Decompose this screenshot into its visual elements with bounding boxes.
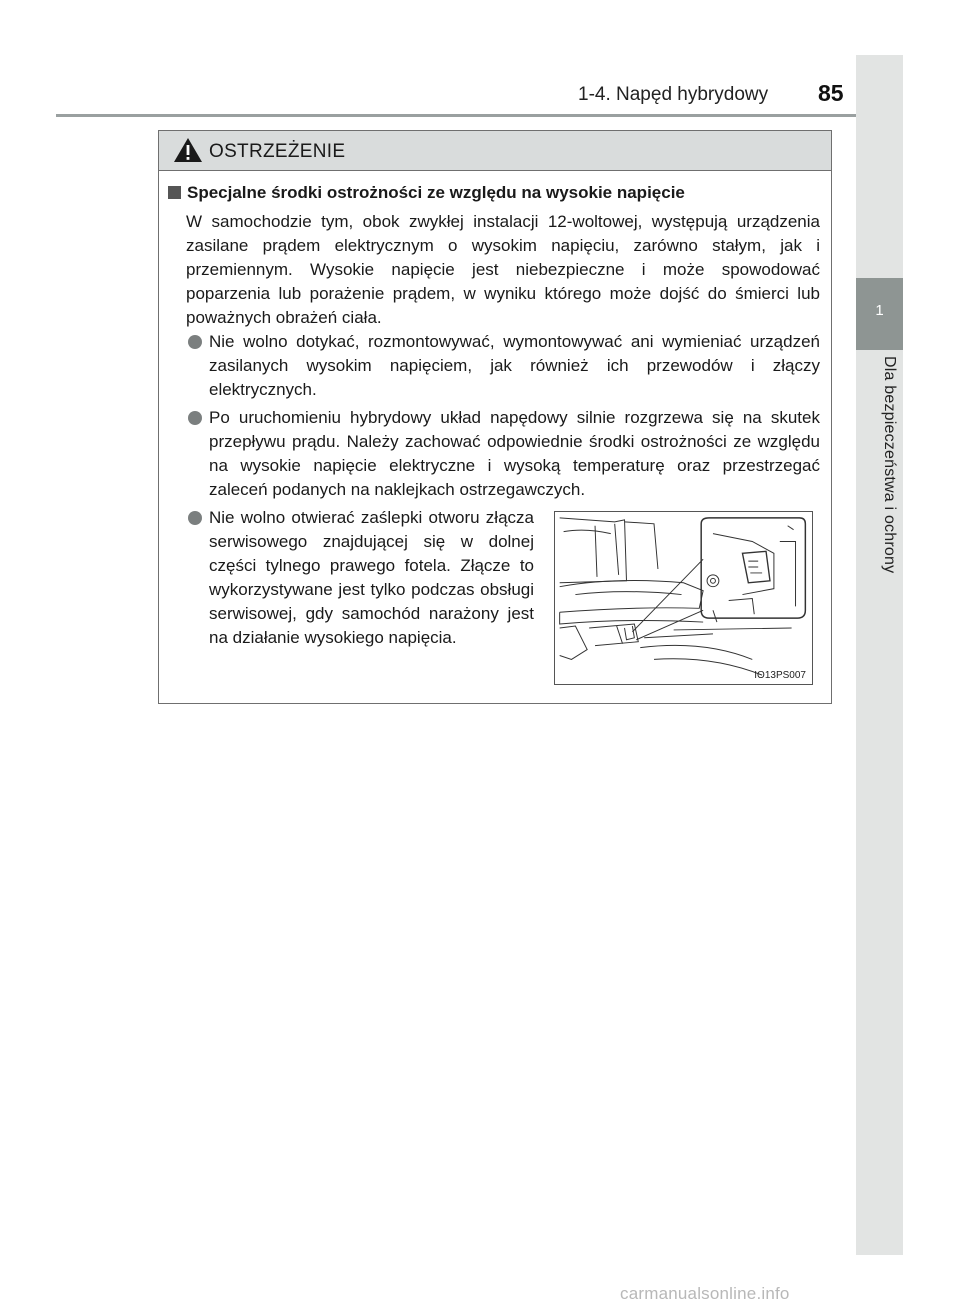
bullet-icon bbox=[188, 335, 202, 349]
header-rule bbox=[56, 114, 856, 117]
side-strip bbox=[856, 55, 903, 1255]
warning-box bbox=[158, 130, 832, 704]
figure-id: IO13PS007 bbox=[754, 670, 806, 681]
bullet-item-2: Po uruchomieniu hybrydowy układ napędowy silnie rozgrzewa się na skutek przepływu prądu. Należy zachować odpowiednie środki ostrożności ze względu na wysokie napięcie elektryczne i wysoką temperaturę oraz przestrzegać zaleceń podanych na naklejkach ostrzegawczych. bbox=[209, 408, 820, 499]
intro-paragraph: W samochodzie tym, obok zwykłej instalacji 12-woltowej, występują urządzenia zasilane prądem elektrycznym o wysokim napięciu, zarówno stałym, jak i przemiennym. Wysokie napięcie jest niebezpieczne i może spowodować poparzenia lub porażenie prądem, w wyniku którego może dojść do śmierci lub poważnych obrażeń ciała. bbox=[186, 212, 820, 327]
section-heading-text: Specjalne środki ostrożności ze względu na wysokie napięcie bbox=[187, 183, 685, 202]
bullet-icon bbox=[188, 411, 202, 425]
warning-triangle-icon bbox=[173, 137, 203, 163]
bullet-item-3: Nie wolno otwierać zaślepki otworu złącza serwisowego znajdującej się w dolnej części tylnego prawego fotela. Złącze to wykorzystywane jest tylko podczas obsługi serwisowej, gdy samochód narażony jest na działanie wysokiego napięcia. bbox=[209, 508, 534, 647]
chapter-tab bbox=[856, 278, 903, 350]
chapter-title: Dla bezpieczeństwa i ochrony bbox=[881, 356, 898, 574]
square-bullet-icon bbox=[168, 186, 181, 199]
service-plug-figure bbox=[554, 511, 813, 685]
page-number: 85 bbox=[818, 80, 844, 106]
warning-title: OSTRZEŻENIE bbox=[209, 141, 346, 162]
rear-seat-illustration bbox=[555, 512, 811, 683]
warning-header bbox=[159, 131, 831, 171]
watermark: carmanualsonline.info bbox=[620, 1284, 790, 1303]
page-header-title: 1-4. Napęd hybrydowy bbox=[578, 84, 769, 105]
section-heading bbox=[168, 183, 685, 203]
bullet-icon bbox=[188, 511, 202, 525]
chapter-number: 1 bbox=[875, 302, 884, 319]
bullet-item-1: Nie wolno dotykać, rozmontowywać, wymontowywać ani wymieniać urządzeń zasilanych wysokim napięciem, jak również ich przewodów i złączy elektrycznych. bbox=[209, 332, 820, 399]
